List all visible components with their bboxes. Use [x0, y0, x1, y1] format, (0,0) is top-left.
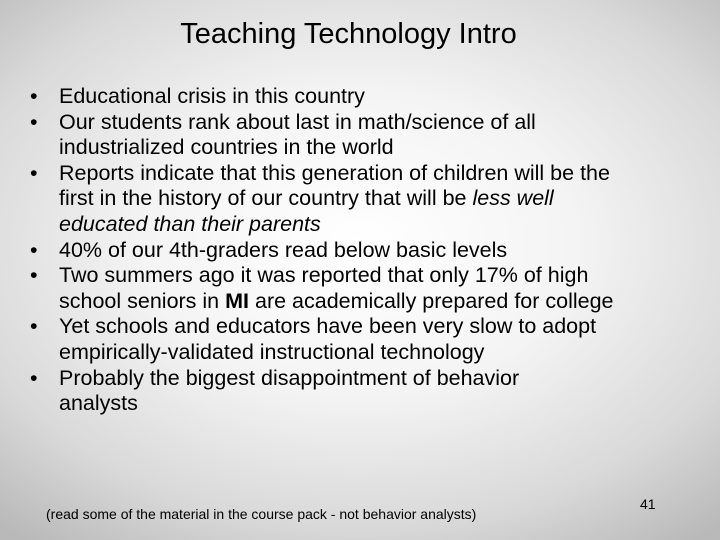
bullet-text: 40% of our 4th-graders read below basic levels — [59, 237, 508, 262]
bullet-line — [59, 84, 700, 110]
bullet-item — [30, 263, 700, 314]
bullet-text: school seniors in — [59, 288, 226, 313]
bullet-line — [59, 238, 700, 264]
bullet-line — [59, 289, 700, 315]
bullet-text: analysts — [59, 391, 138, 416]
bullet-line — [59, 366, 700, 392]
bullet-glyph: • — [30, 314, 38, 339]
bullet-line — [59, 110, 700, 136]
bullet-text: first in the history of our country that will be — [59, 186, 473, 211]
bullet-line — [59, 186, 700, 212]
bullet-item — [30, 314, 700, 365]
bullet-glyph: • — [30, 365, 38, 390]
bullet-text: Educational crisis in this country — [59, 84, 365, 108]
bullet-text: Probably the biggest disappointment of behavior — [59, 365, 520, 390]
bullet-item — [30, 238, 700, 264]
bullet-line — [59, 263, 700, 289]
bullet-item — [30, 161, 700, 238]
bullet-text: Yet schools and educators have been very slow to adopt — [59, 314, 597, 339]
bullet-item — [30, 110, 700, 161]
bullet-glyph: • — [30, 84, 38, 108]
bullet-text: Reports indicate that this generation of children will be the — [59, 160, 610, 185]
bullet-text-bold: MI — [225, 288, 250, 313]
bullet-text: are academically prepared for college — [249, 288, 614, 313]
bullet-text-italic: educated than their parents — [59, 211, 321, 236]
bullet-text: Our students rank about last in math/science of all — [59, 109, 536, 134]
slide-title: Teaching Technology Intro — [180, 18, 517, 50]
bullet-glyph: • — [30, 160, 38, 185]
bullet-text-italic: less well — [472, 186, 554, 211]
bullet-glyph: • — [30, 109, 38, 134]
bullet-line — [59, 161, 700, 187]
bullet-line — [59, 391, 700, 417]
bullet-line — [59, 212, 700, 238]
page-number: 41 — [640, 496, 656, 512]
bullet-glyph: • — [30, 237, 38, 262]
bullet-list — [30, 84, 700, 417]
bullet-text: industrialized countries in the world — [59, 135, 394, 160]
bullet-glyph: • — [30, 263, 38, 288]
bullet-line — [59, 314, 700, 340]
bullet-text: Two summers ago it was reported that only 17% of high — [59, 263, 589, 288]
bullet-item — [30, 366, 700, 417]
bullet-item — [30, 84, 700, 110]
bullet-text: empirically-validated instructional technology — [59, 339, 485, 364]
footnote: (read some of the material in the course pack - not behavior analysts) — [46, 506, 477, 522]
bullet-line — [59, 340, 700, 366]
bullet-line — [59, 135, 700, 161]
